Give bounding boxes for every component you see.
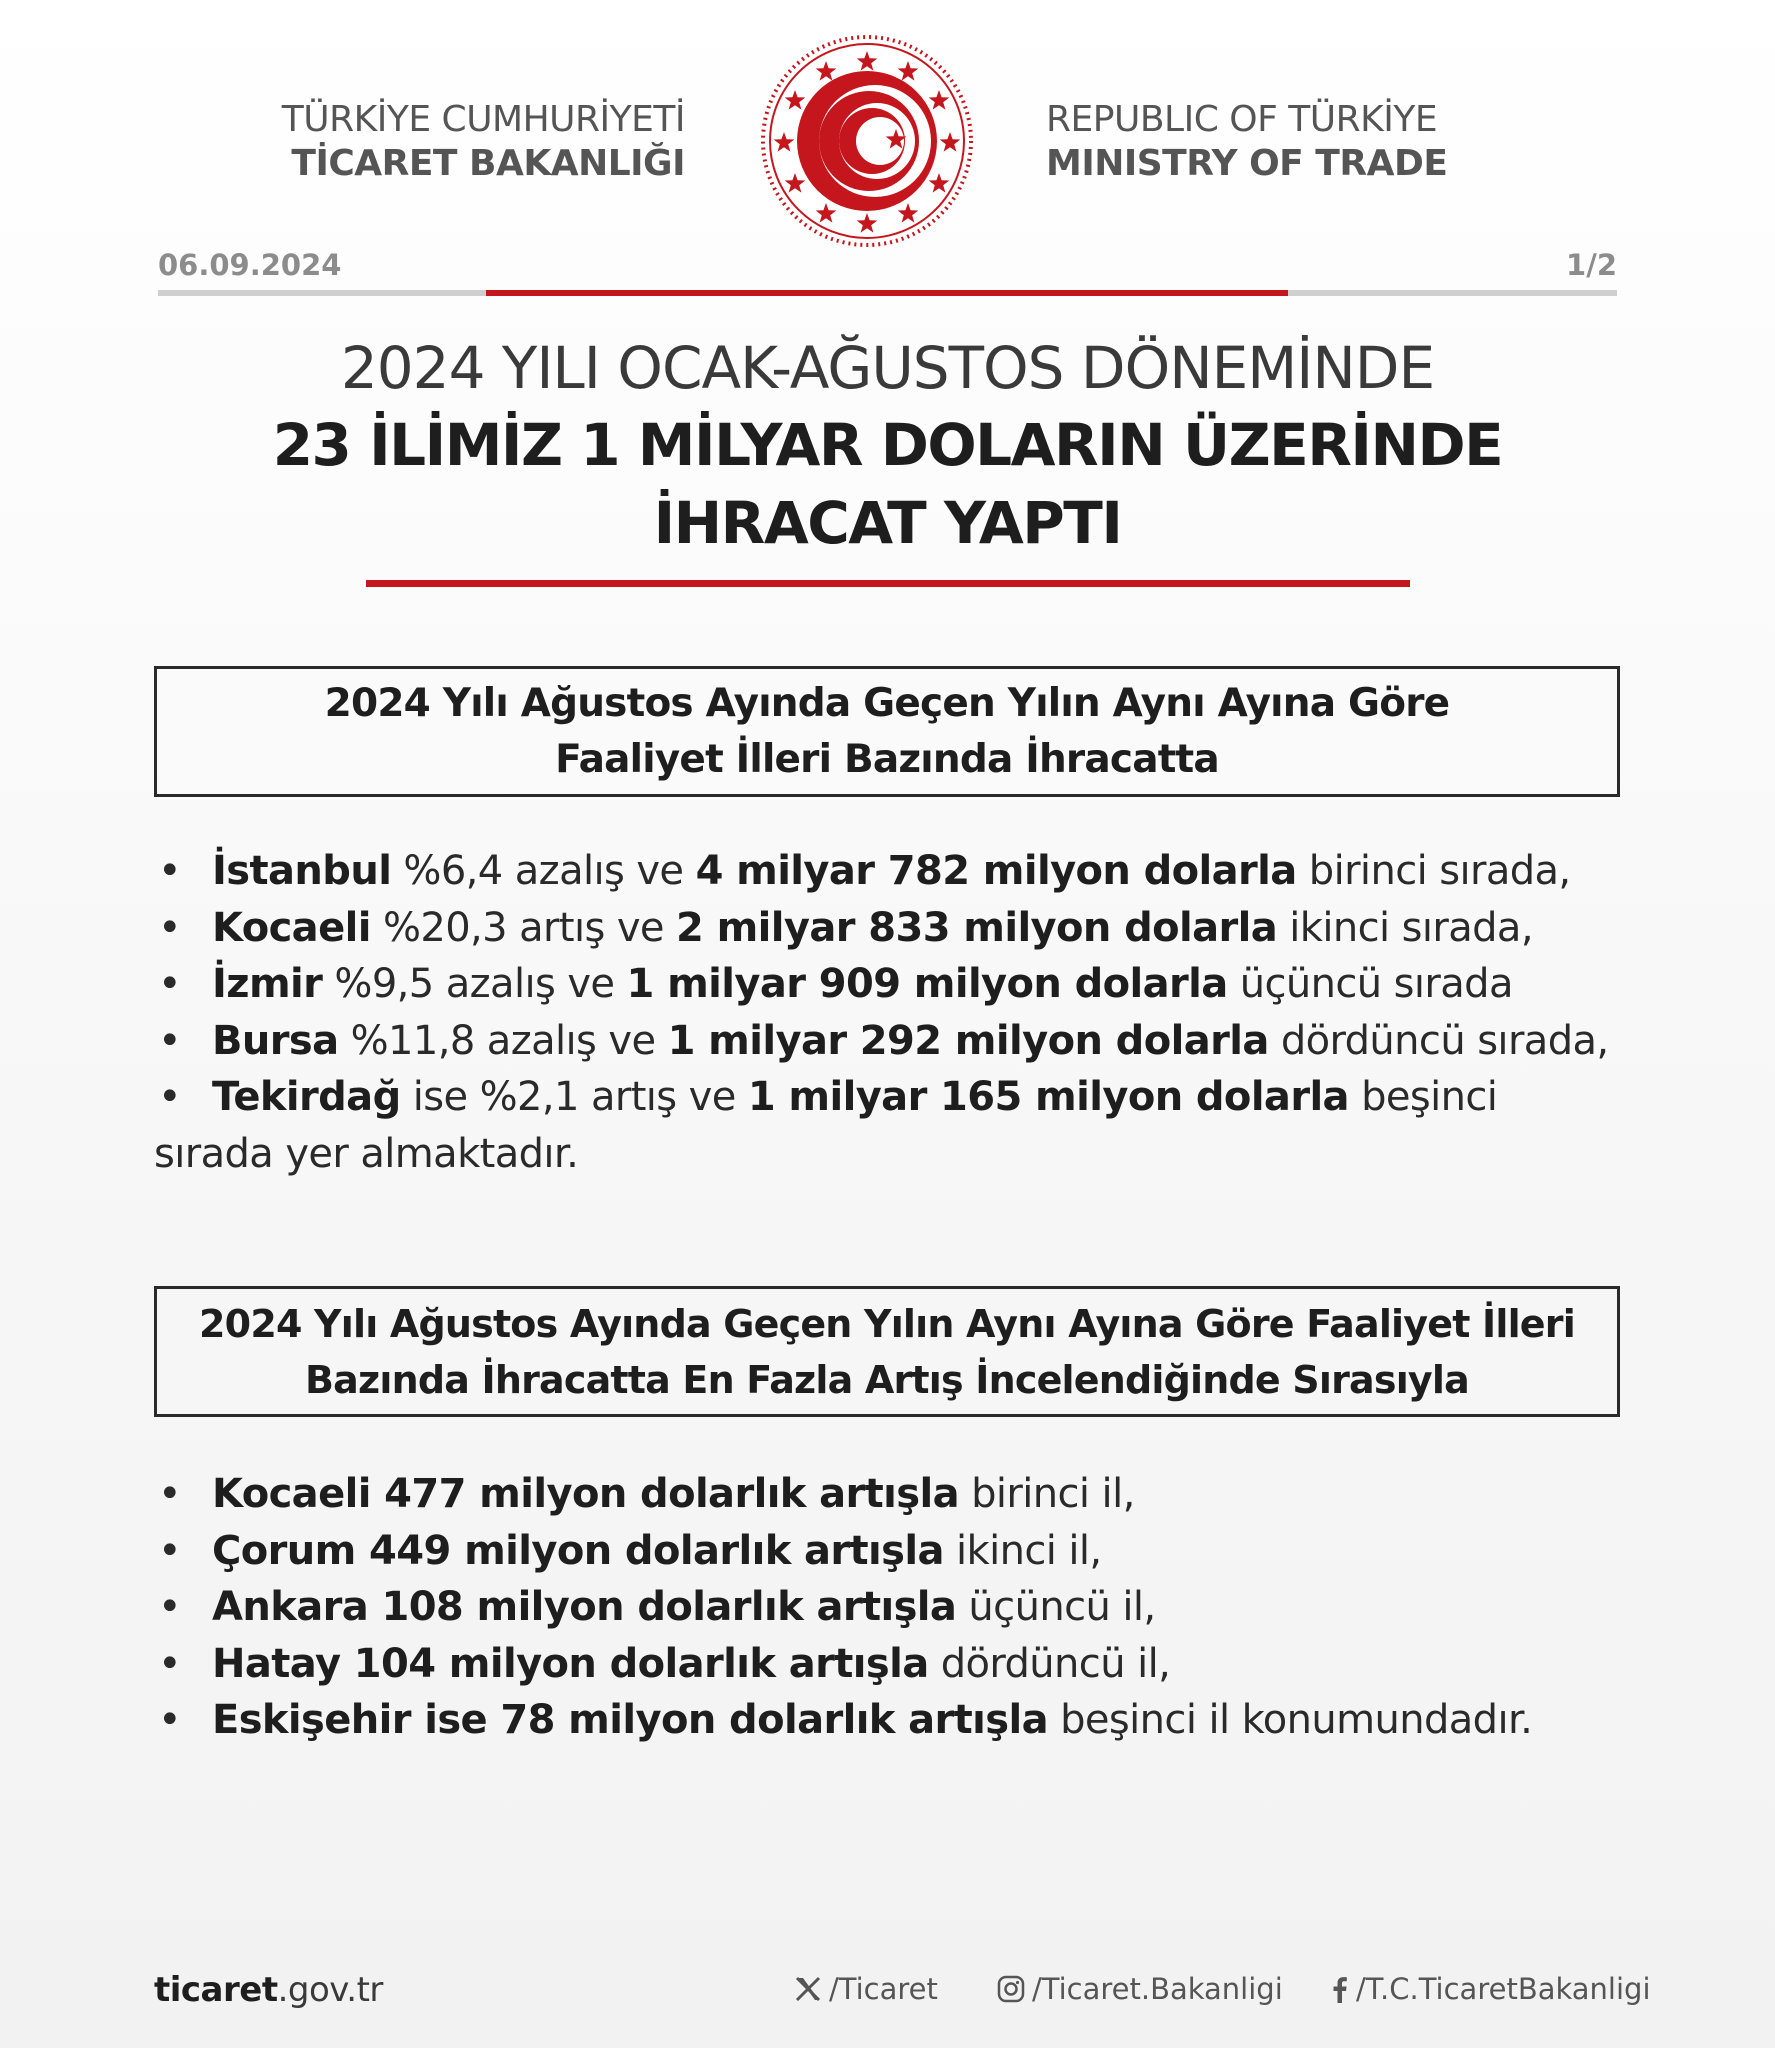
list-item [154, 900, 1624, 957]
increase-text: Hatay 104 milyon dolarlık artışla [212, 1640, 929, 1687]
bullet: • [158, 1471, 181, 1517]
increase-text: Eskişehir ise 78 milyon dolarlık artışla [212, 1697, 1049, 1743]
list-item [154, 1466, 1624, 1523]
facebook-icon [1328, 1974, 1350, 2004]
section1-heading-line1: 2024 Yılı Ağustos Ayında Geçen Yılın Aynı Ayına Göre [324, 680, 1450, 726]
org-name-en-line2: MINISTRY OF TRADE [1046, 143, 1448, 184]
website-domain: .gov.tr [277, 1970, 383, 2010]
x-link[interactable] [793, 1972, 938, 2006]
bullet: • [158, 961, 181, 1007]
publish-date: 06.09.2024 [158, 248, 342, 282]
export-amount: 1 milyar 909 milyon dolarla [626, 961, 1228, 1007]
change-text: %20,3 artış ve [370, 904, 677, 951]
list-item [154, 1069, 1624, 1182]
instagram-handle: /Ticaret.Bakanligi [1032, 1972, 1283, 2006]
city-name: Bursa [212, 1017, 339, 1064]
rank-text: ikinci il, [943, 1527, 1102, 1574]
bullet: • [158, 1584, 181, 1630]
rank-text: beşinci il konumundadır. [1048, 1697, 1533, 1743]
section1-list [154, 843, 1624, 1182]
list-item [154, 1692, 1624, 1749]
bullet: • [158, 904, 181, 951]
org-name-tr-line2: TİCARET BAKANLIĞI [291, 143, 685, 184]
list-item [154, 1013, 1624, 1070]
bullet: • [158, 1640, 181, 1687]
page-indicator: 1/2 [1566, 248, 1617, 282]
website-link[interactable] [154, 1970, 383, 2010]
instagram-link[interactable] [996, 1972, 1283, 2006]
org-name-tr-line1: TÜRKİYE CUMHURİYETİ [281, 99, 685, 140]
section2-heading-line1: 2024 Yılı Ağustos Ayında Geçen Yılın Aynı Ayına Göre Faaliyet İlleri [199, 1301, 1575, 1346]
org-name-tr [280, 98, 685, 186]
export-amount: 1 milyar 165 milyon dolarla [747, 1074, 1349, 1120]
x-icon [793, 1974, 823, 2004]
facebook-link[interactable] [1328, 1972, 1651, 2006]
section1-heading-line2: Faaliyet İlleri Bazında İhracatta [555, 736, 1219, 782]
x-handle: /Ticaret [829, 1972, 938, 2006]
list-item [154, 956, 1624, 1013]
list-item [154, 1636, 1624, 1693]
instagram-icon [996, 1974, 1026, 2004]
org-name-en [1046, 98, 1546, 186]
section2-list [154, 1466, 1624, 1749]
ministry-emblem-icon [758, 32, 976, 250]
rank-text: birinci il, [959, 1471, 1135, 1517]
export-amount: 4 milyar 782 milyon dolarla [695, 848, 1297, 894]
change-text: %6,4 azalış ve [391, 848, 696, 894]
rank-text: dördüncü sırada, [1268, 1017, 1609, 1064]
export-amount: 2 milyar 833 milyon dolarla [676, 904, 1278, 951]
list-item [154, 1579, 1624, 1636]
bullet: • [158, 1697, 181, 1743]
bullet: • [158, 1527, 181, 1574]
org-name-en-line1: REPUBLIC OF TÜRKİYE [1046, 99, 1438, 140]
section2-heading-box [154, 1286, 1620, 1417]
city-name: Kocaeli [212, 904, 371, 951]
rank-text: ikinci sırada, [1277, 904, 1533, 951]
bullet: • [158, 848, 181, 894]
rank-text: beşinci sırada yer almaktadır. [154, 1074, 1498, 1177]
city-name: İzmir [212, 961, 323, 1007]
list-item [154, 1523, 1624, 1580]
change-text: %11,8 azalış ve [338, 1017, 668, 1064]
bullet: • [158, 1074, 181, 1120]
headline-line2: 23 İLİMİZ 1 MİLYAR DOLARIN ÜZERİNDE [272, 411, 1503, 479]
headline-underline [366, 580, 1410, 587]
list-item [154, 843, 1624, 900]
rank-text: birinci sırada, [1296, 848, 1571, 894]
headline-line1: 2024 YILI OCAK-AĞUSTOS DÖNEMİNDE [340, 334, 1435, 402]
headline [130, 330, 1645, 562]
export-amount: 1 milyar 292 milyon dolarla [667, 1017, 1269, 1064]
section2-heading-line2: Bazında İhracatta En Fazla Artış İncelendiğinde Sırasıyla [305, 1357, 1469, 1402]
increase-text: Kocaeli 477 milyon dolarlık artışla [212, 1471, 959, 1517]
website-name: ticaret [154, 1970, 278, 2010]
rank-text: üçüncü il, [956, 1584, 1156, 1630]
header-divider-accent [486, 290, 1288, 296]
change-text: ise %2,1 artış ve [400, 1074, 748, 1120]
section1-heading-box [154, 666, 1620, 797]
city-name: İstanbul [212, 848, 392, 894]
facebook-handle: /T.C.TicaretBakanligi [1356, 1972, 1651, 2006]
increase-text: Ankara 108 milyon dolarlık artışla [212, 1584, 957, 1630]
headline-line3: İHRACAT YAPTI [653, 489, 1122, 557]
increase-text: Çorum 449 milyon dolarlık artışla [212, 1527, 944, 1574]
rank-text: dördüncü il, [928, 1640, 1171, 1687]
city-name: Tekirdağ [212, 1074, 401, 1120]
bullet: • [158, 1017, 181, 1064]
rank-text: üçüncü sırada [1227, 961, 1513, 1007]
change-text: %9,5 azalış ve [322, 961, 627, 1007]
